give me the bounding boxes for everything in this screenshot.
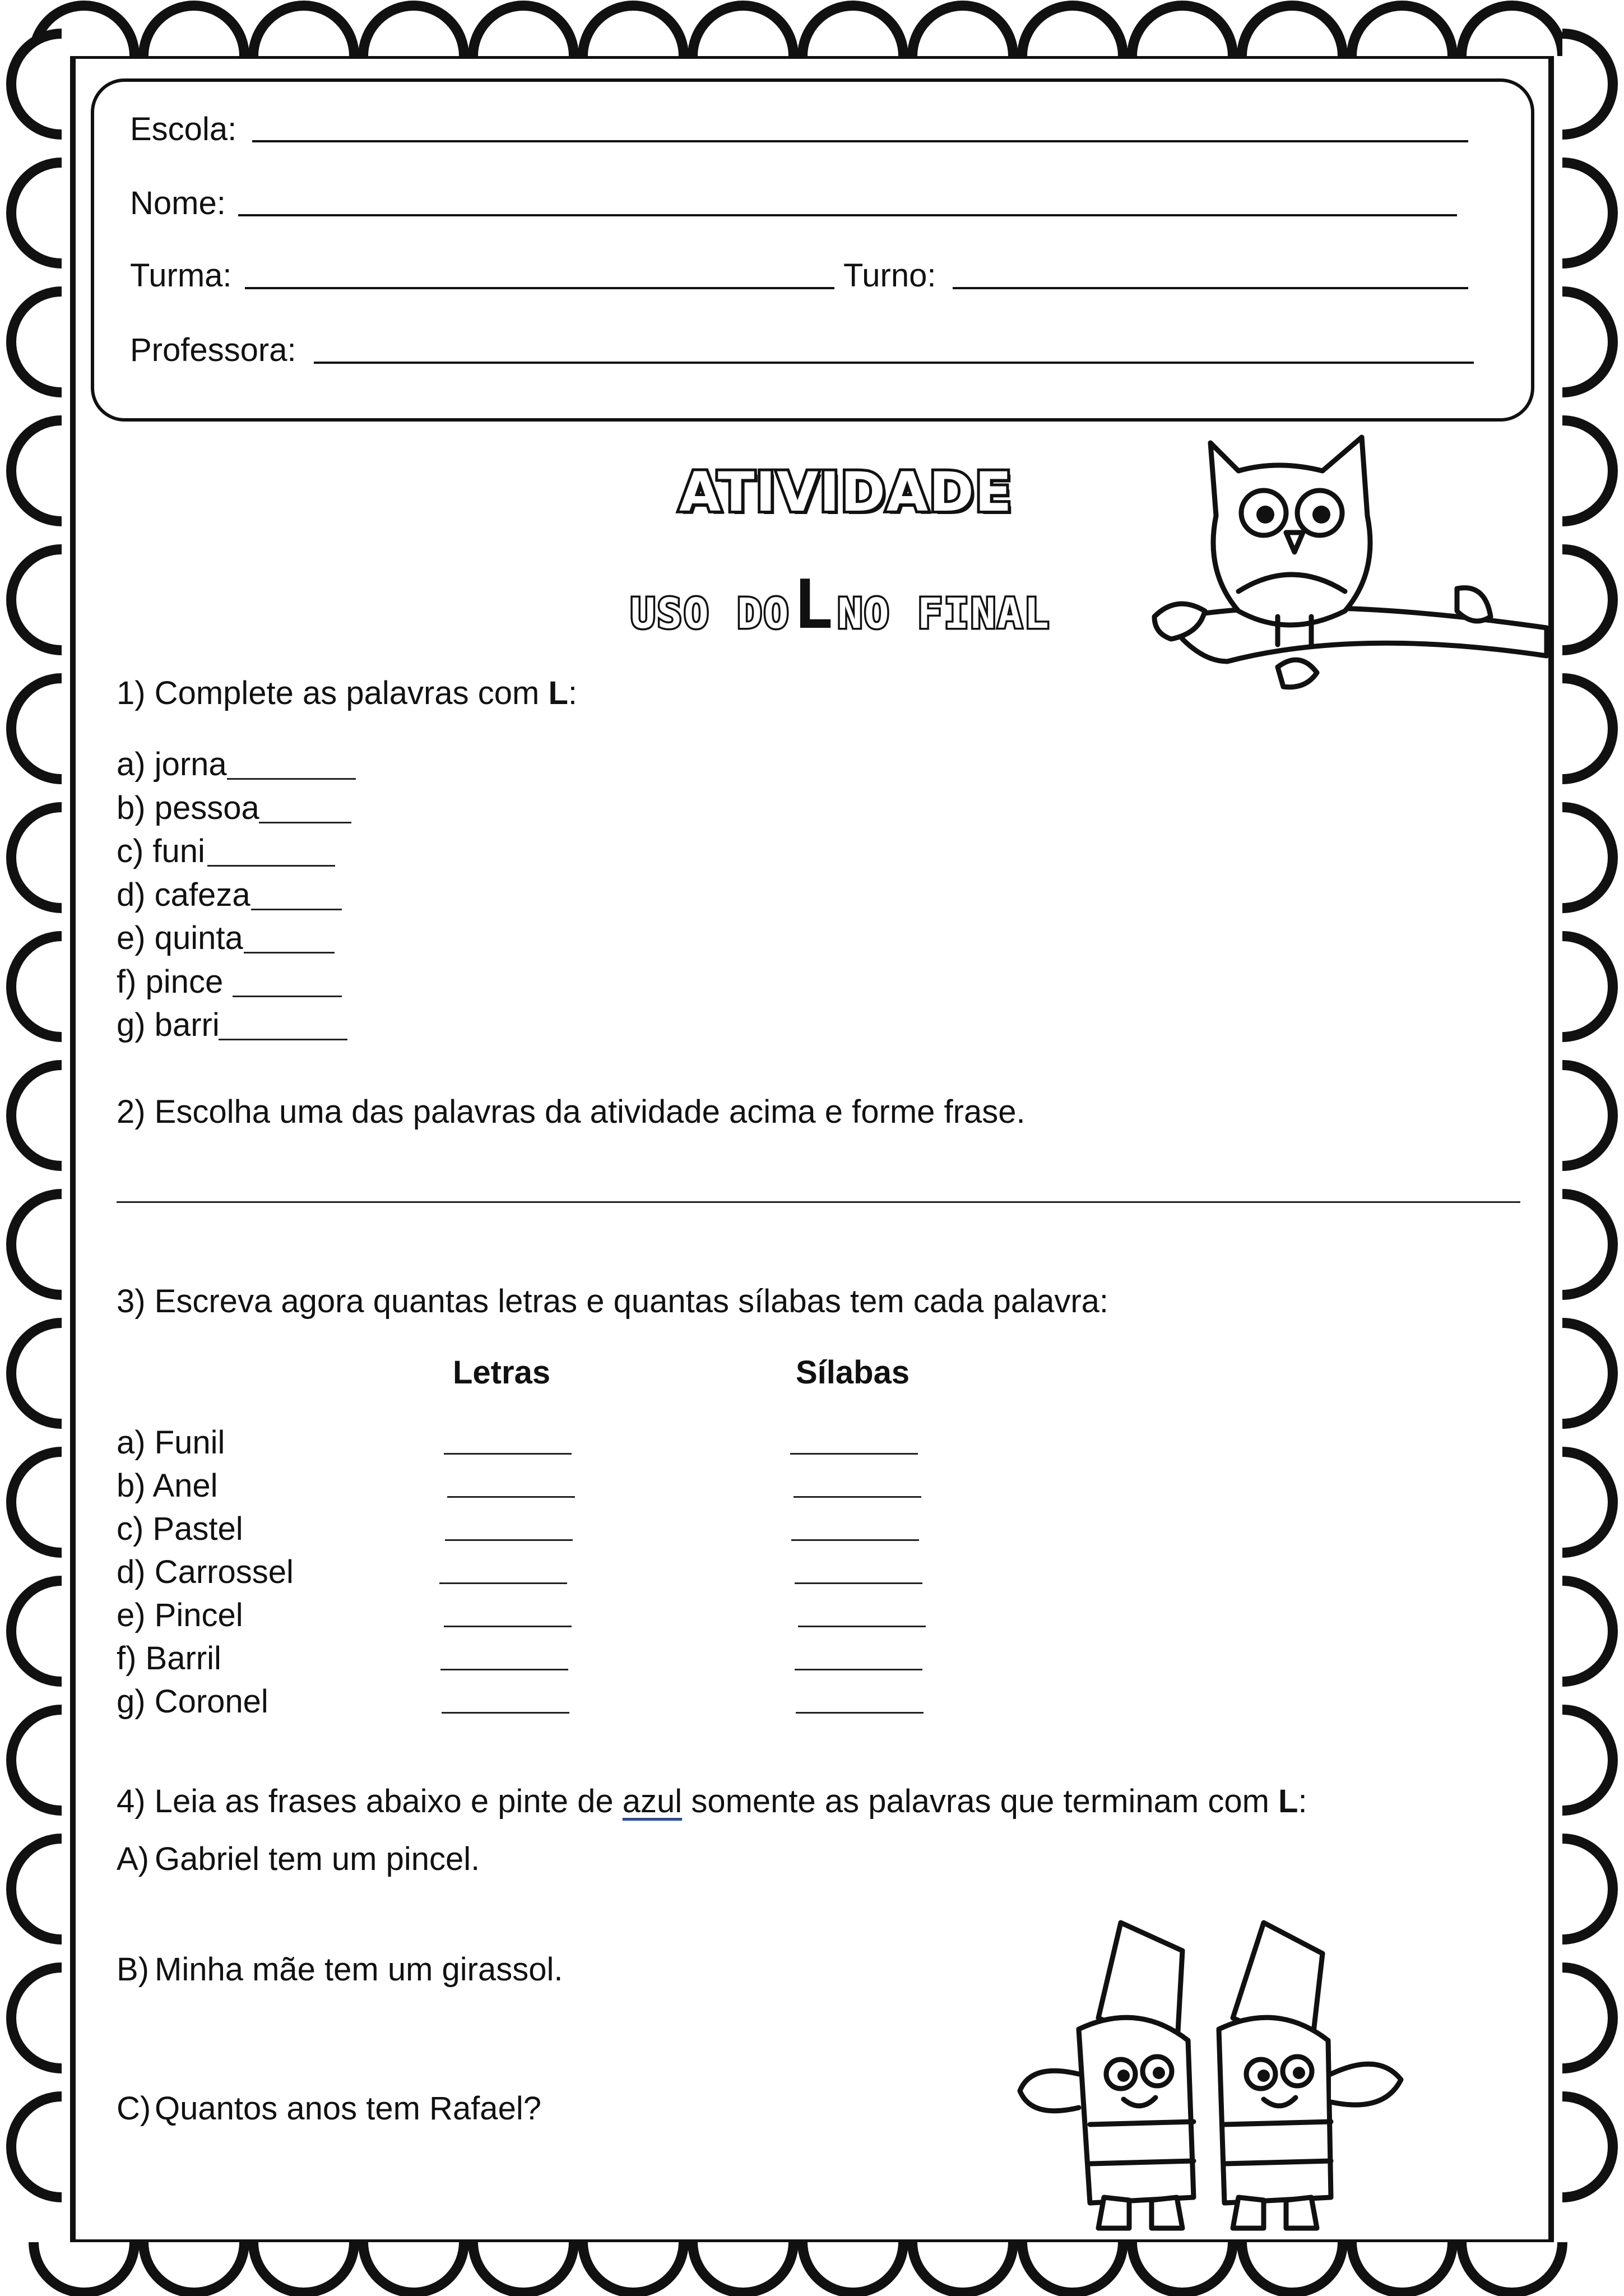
q1-item-f: f) pince	[117, 964, 224, 1000]
q3-item-a: a) Funil	[117, 1424, 225, 1461]
border-scallop	[1562, 420, 1613, 521]
border-scallop	[11, 1194, 62, 1295]
q2-answer-line[interactable]	[117, 1201, 1520, 1203]
border-scallop	[1562, 807, 1613, 908]
border-scallop	[583, 6, 684, 56]
q3-col-letters: Letras	[453, 1354, 551, 1391]
q4-suffix: :	[1298, 1783, 1307, 1820]
q4-sentence-b	[117, 1951, 563, 1988]
q3-item-c: c) Pastel	[117, 1511, 243, 1547]
border-scallop	[1242, 2242, 1343, 2293]
name-label: Nome:	[130, 185, 226, 221]
border-scallop	[1132, 2242, 1233, 2293]
q4-highlight: azul	[622, 1783, 683, 1820]
border-scallop	[473, 6, 574, 56]
border-scallop	[1132, 6, 1233, 56]
border-scallop	[11, 34, 62, 135]
teacher-label: Professora:	[130, 332, 296, 368]
two-pencils-characters-icon	[1009, 1906, 1435, 2242]
q3-item-b: b) Anel	[117, 1468, 218, 1504]
q1-item-a: a) jorna	[117, 746, 227, 783]
border-scallop	[693, 2242, 794, 2293]
border-scallop	[143, 6, 244, 56]
subtitle-after: NO FINAL	[837, 590, 1051, 638]
border-scallop	[693, 6, 794, 56]
q1-blank-c[interactable]	[207, 865, 335, 867]
school-field[interactable]	[252, 140, 1468, 142]
owl-on-branch-icon	[1143, 426, 1558, 740]
border-scallop	[11, 807, 62, 908]
border-scallop	[363, 6, 464, 56]
q1-blank-f[interactable]	[233, 996, 342, 997]
q3-letters-blank-e[interactable]	[444, 1626, 572, 1627]
page-title: ATIVIDADE	[679, 461, 1013, 524]
q3-letters-blank-d[interactable]	[439, 1582, 567, 1584]
shift-label: Turno:	[843, 257, 936, 294]
border-scallop	[11, 1065, 62, 1166]
q3-letters-blank-a[interactable]	[444, 1453, 572, 1455]
border-scallop	[11, 936, 62, 1037]
page-subtitle	[630, 566, 1051, 644]
q3-letters-blank-c[interactable]	[445, 1539, 573, 1541]
q3-syllables-blank-d[interactable]	[795, 1582, 922, 1584]
border-scallop	[1562, 1323, 1613, 1424]
border-scallop	[11, 1968, 62, 2068]
border-scallop	[1022, 6, 1123, 56]
border-scallop	[1562, 291, 1613, 392]
border-scallop	[1461, 2242, 1562, 2293]
q4-sentence-c-letter: C)	[117, 2090, 151, 2127]
border-scallop	[11, 1452, 62, 1553]
q3-syllables-blank-g[interactable]	[796, 1712, 924, 1714]
q3-letters-blank-f[interactable]	[440, 1669, 568, 1670]
border-scallop	[912, 2242, 1013, 2293]
q3-prompt: 3) Escreva agora quantas letras e quantas sílabas tem cada palavra:	[117, 1283, 1109, 1320]
border-scallop	[1562, 1710, 1613, 1811]
border-scallop	[11, 678, 62, 779]
border-scallop	[1352, 6, 1453, 56]
q1-bold: L	[548, 675, 568, 711]
q4-sentence-c	[117, 2090, 541, 2127]
q1-blank-a[interactable]	[227, 778, 356, 780]
q3-item-d: d) Carrossel	[117, 1554, 294, 1590]
border-scallop	[1562, 1194, 1613, 1295]
q4-sentence-c-text[interactable]: Quantos anos tem Rafael?	[155, 2090, 541, 2127]
teacher-field[interactable]	[314, 362, 1474, 364]
q3-col-syllables: Sílabas	[796, 1354, 910, 1391]
header-box	[91, 78, 1534, 422]
subtitle-before: USO DO	[630, 590, 791, 638]
border-scallop	[11, 291, 62, 392]
border-scallop	[11, 2096, 62, 2197]
border-scallop	[1352, 2242, 1453, 2293]
border-scallop	[1022, 2242, 1123, 2293]
border-scallop	[1562, 163, 1613, 263]
border-scallop	[1562, 1452, 1613, 1553]
q3-letters-blank-g[interactable]	[442, 1712, 569, 1714]
border-scallop	[1562, 549, 1613, 650]
border-scallop	[1562, 34, 1613, 135]
q1-blank-d[interactable]	[251, 909, 342, 910]
border-scallop	[11, 1710, 62, 1811]
q4-sentence-b-text[interactable]: Minha mãe tem um girassol.	[155, 1951, 563, 1988]
class-label: Turma:	[130, 257, 232, 294]
school-label: Escola:	[130, 111, 237, 147]
border-scallop	[11, 549, 62, 650]
border-scallop	[363, 2242, 464, 2293]
q1-item-b: b) pessoa	[117, 790, 259, 826]
border-scallop	[802, 2242, 903, 2293]
q1-prefix: 1) Complete as palavras com	[117, 675, 549, 711]
q3-syllables-blank-a[interactable]	[790, 1453, 918, 1455]
q3-syllables-blank-e[interactable]	[798, 1626, 926, 1627]
border-scallop	[34, 2242, 134, 2293]
border-scallop	[253, 6, 354, 56]
q2-prompt: 2) Escolha uma das palavras da atividade acima e forme frase.	[117, 1094, 1026, 1130]
border-scallop	[1461, 6, 1562, 56]
q4-middle: somente as palavras que terminam com	[682, 1783, 1278, 1820]
class-field[interactable]	[245, 287, 834, 289]
name-field[interactable]	[238, 214, 1457, 216]
border-scallop	[11, 420, 62, 521]
q3-syllables-blank-b[interactable]	[794, 1496, 921, 1498]
q1-item-c: c) funi	[117, 833, 205, 869]
shift-field[interactable]	[953, 287, 1468, 289]
q4-bold: L	[1278, 1783, 1298, 1820]
border-scallop	[1562, 1065, 1613, 1166]
q1-blank-b[interactable]	[259, 822, 351, 823]
q4-sentence-a-text[interactable]: Gabriel tem um pincel.	[155, 1841, 480, 1877]
q3-syllables-blank-c[interactable]	[791, 1539, 919, 1541]
q3-item-e: e) Pincel	[117, 1597, 243, 1633]
q4-sentence-a	[117, 1843, 480, 1876]
border-scallop	[11, 1323, 62, 1424]
q4-prompt	[117, 1785, 1307, 1818]
q1-prompt	[117, 677, 577, 710]
border-scallop	[11, 1581, 62, 1682]
border-scallop	[583, 2242, 684, 2293]
subtitle-letter: L	[792, 566, 836, 644]
border-scallop	[253, 2242, 354, 2293]
border-scallop	[912, 6, 1013, 56]
q4-sentence-a-letter: A)	[117, 1841, 149, 1877]
border-scallop	[1562, 936, 1613, 1037]
border-scallop	[1562, 678, 1613, 779]
q3-item-g: g) Coronel	[117, 1683, 268, 1720]
q1-item-e: e) quinta	[117, 920, 243, 956]
border-scallop	[802, 6, 903, 56]
border-scallop	[11, 1839, 62, 1939]
border-scallop	[473, 2242, 574, 2293]
border-scallop	[1562, 1839, 1613, 1939]
border-scallop	[11, 163, 62, 263]
q1-item-g: g) barri	[117, 1007, 220, 1043]
q3-letters-blank-b[interactable]	[447, 1496, 575, 1498]
q1-blank-e[interactable]	[244, 952, 335, 953]
q3-syllables-blank-f[interactable]	[795, 1669, 922, 1670]
q1-item-d: d) cafeza	[117, 877, 250, 913]
border-scallop	[1562, 1581, 1613, 1682]
q4-prefix: 4) Leia as frases abaixo e pinte de	[117, 1783, 623, 1820]
border-scallop	[1562, 2096, 1613, 2197]
border-scallop	[1562, 1968, 1613, 2068]
q3-item-f: f) Barril	[117, 1640, 221, 1677]
border-scallop	[143, 2242, 244, 2293]
q4-sentence-b-letter: B)	[117, 1951, 149, 1988]
border-scallop	[1242, 6, 1343, 56]
q1-suffix: :	[568, 675, 577, 711]
q1-blank-g[interactable]	[219, 1039, 347, 1040]
